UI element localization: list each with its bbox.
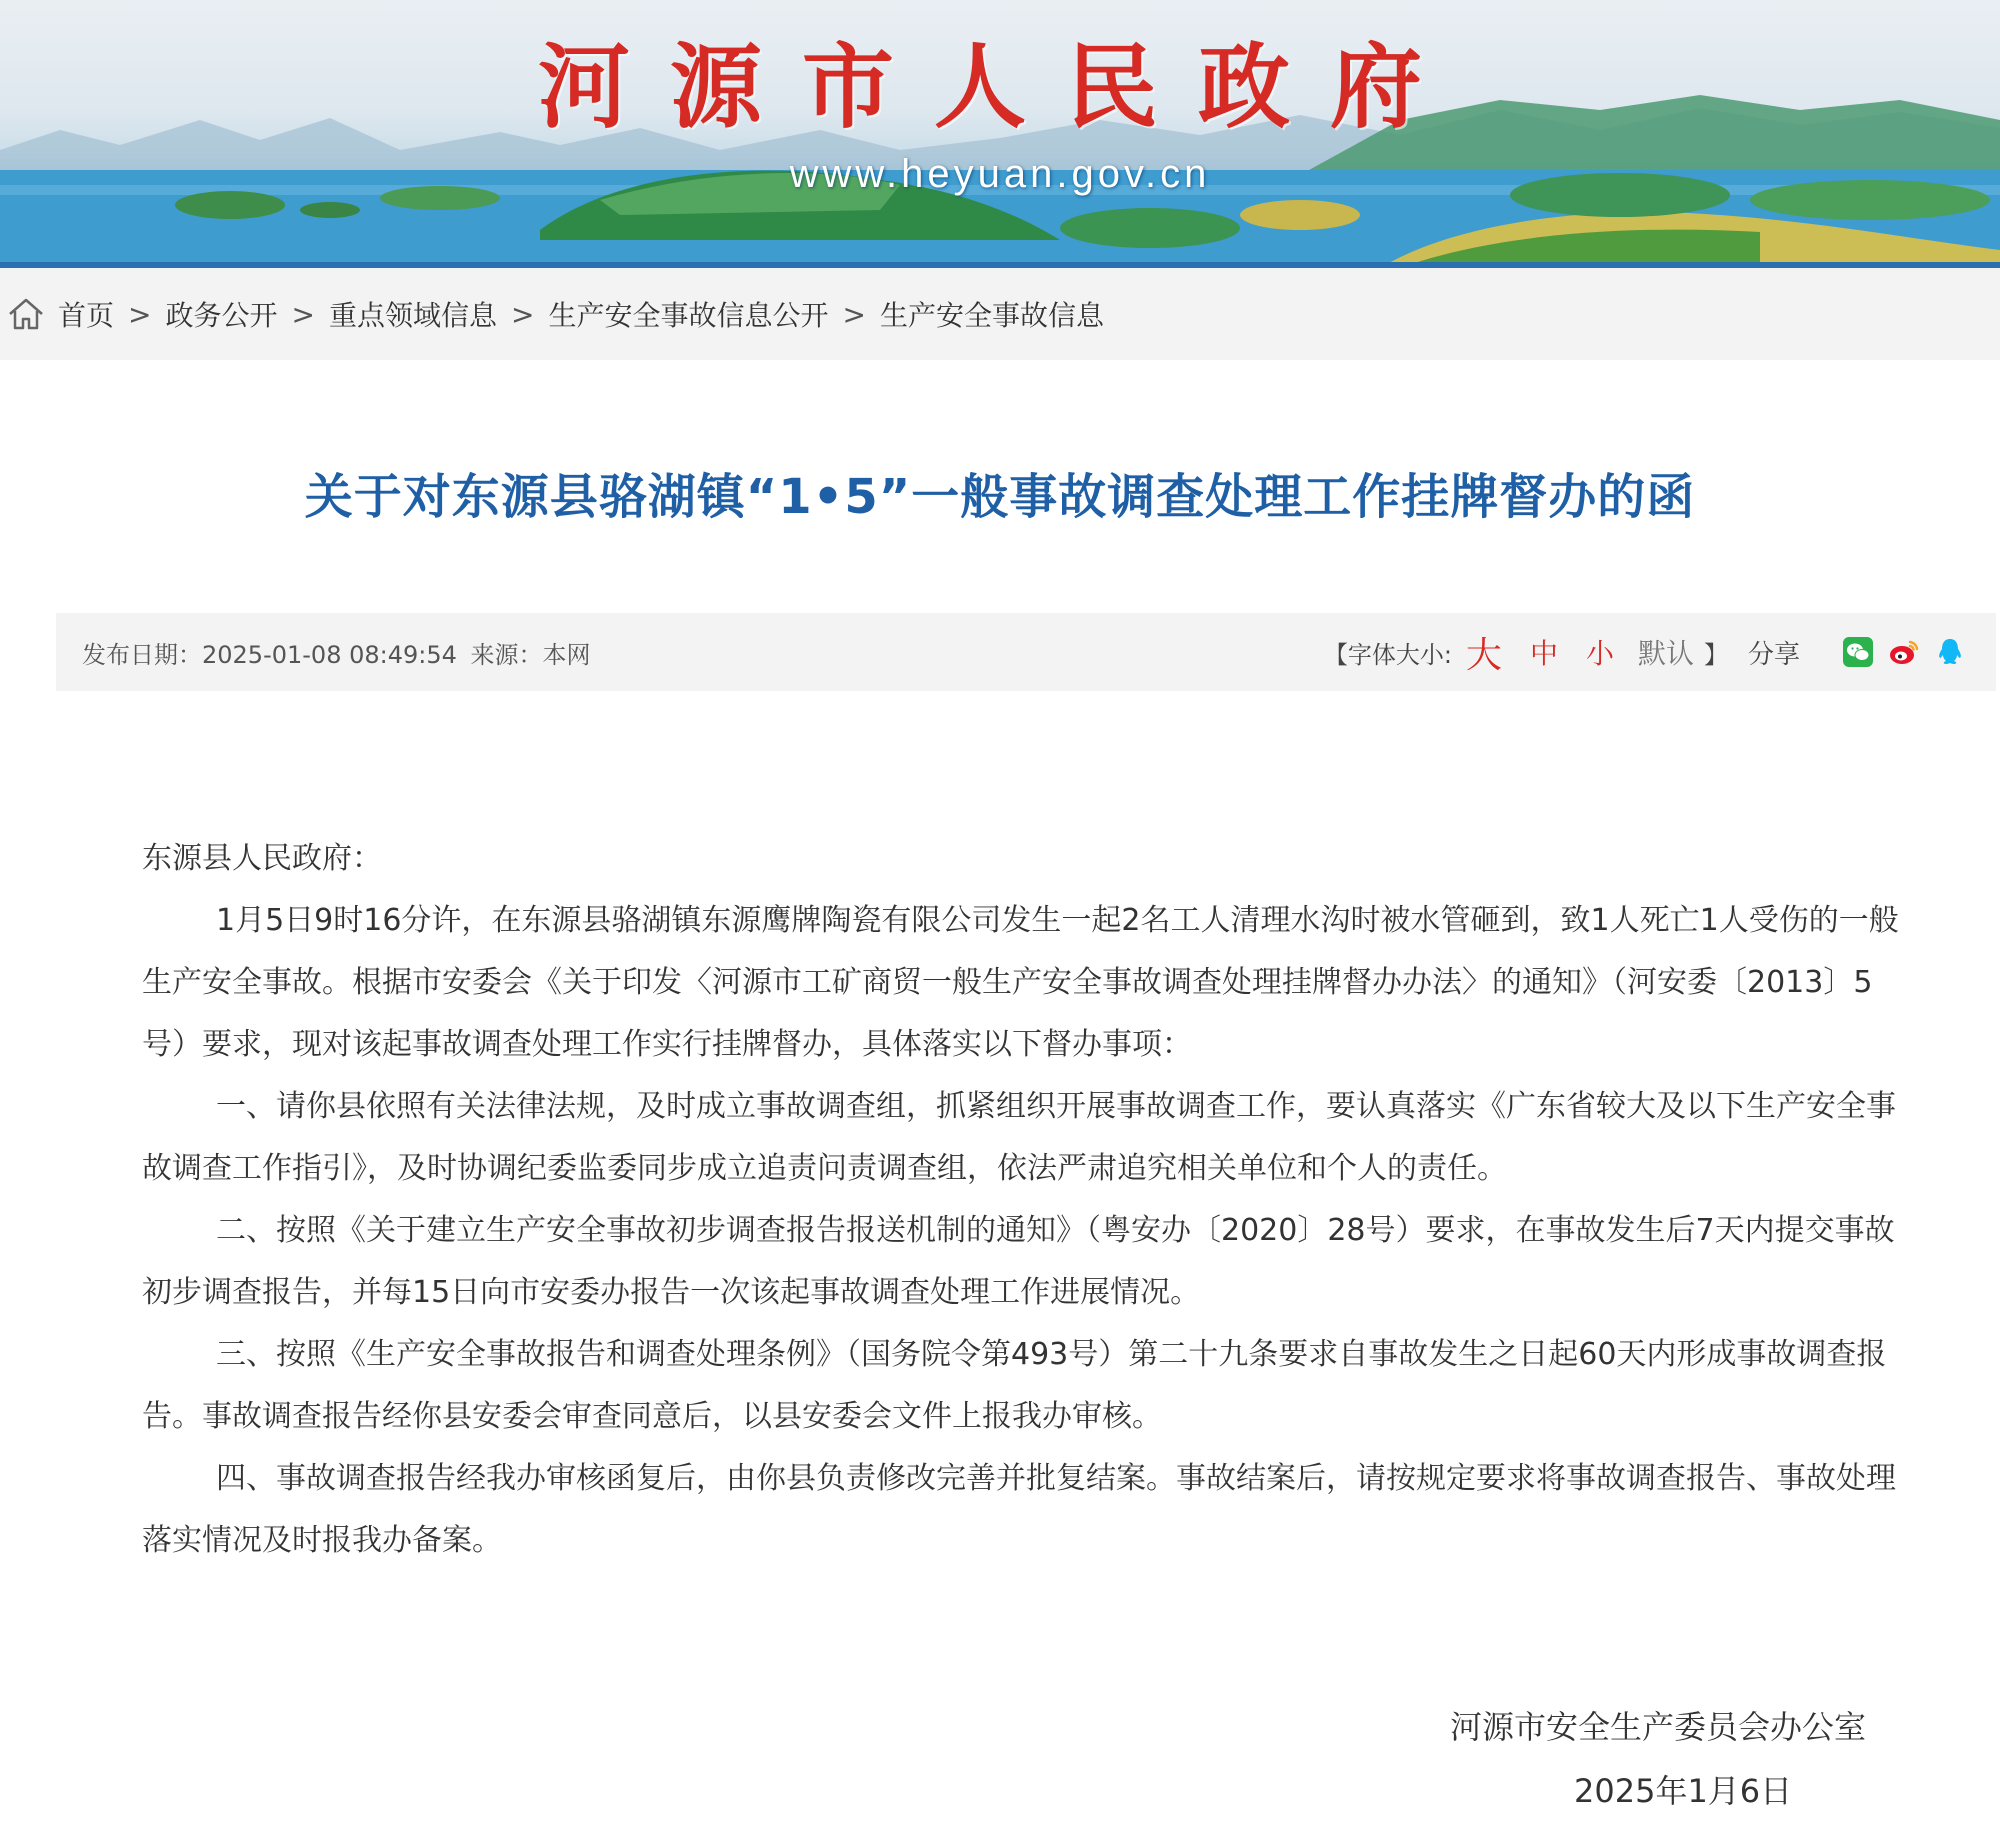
font-size-bracket-close: 】 xyxy=(1703,640,1728,669)
home-icon[interactable] xyxy=(6,294,46,334)
site-banner xyxy=(0,0,2000,268)
salutation: 东源县人民政府： xyxy=(142,841,382,876)
site-url: www.heyuan.gov.cn xyxy=(789,152,1211,196)
breadcrumb-key-areas[interactable]: 重点领域信息 xyxy=(328,299,497,332)
signature-date: 2025年1月6日 xyxy=(1574,1772,1793,1810)
font-size-medium-button[interactable]: 中 xyxy=(1529,637,1558,670)
body-paragraph: 一、请你县依照有关法律法规，及时成立事故调查组，抓紧组织开展事故调查工作，要认真落实《广东省较大及以下生产安全事故调查工作指引》，及时协调纪委监委同步成立追责问责调查组，依法严肃追究相关单位和个人的责任。 xyxy=(142,1089,1896,1186)
breadcrumb-separator: > xyxy=(510,297,535,331)
body-paragraph: 四、事故调查报告经我办审核函复后，由你县负责修改完善并批复结案。事故结案后，请按规定要求将事故调查报告、事故处理落实情况及时报我办备案。 xyxy=(142,1461,1896,1558)
publish-date: 发布日期：2025-01-08 08:49:54 xyxy=(82,640,457,669)
article-meta-bar xyxy=(56,613,1996,691)
publish-source: 来源：本网 xyxy=(470,640,591,669)
font-size-label: 【字体大小: xyxy=(1323,640,1452,669)
share-label: 分享 xyxy=(1747,639,1800,670)
weibo-icon[interactable] xyxy=(1888,636,1920,668)
font-size-small-button[interactable]: 小 xyxy=(1585,637,1614,670)
site-title: 河源市人民政府 xyxy=(537,33,1462,141)
breadcrumb-accident-disclosure[interactable]: 生产安全事故信息公开 xyxy=(548,299,829,332)
breadcrumb-home[interactable]: 首页 xyxy=(58,299,115,332)
font-size-default-button[interactable]: 默认 xyxy=(1637,637,1694,670)
breadcrumb-separator: > xyxy=(128,297,152,331)
font-size-controls xyxy=(1324,627,1966,678)
wechat-icon[interactable] xyxy=(1842,636,1874,668)
article-title: 关于对东源县骆湖镇“1•5”一般事故调查处理工作挂牌督办的函 xyxy=(304,469,1696,525)
breadcrumb-gov-affairs[interactable]: 政务公开 xyxy=(165,299,278,332)
publish-info xyxy=(82,635,597,670)
font-size-large-button[interactable]: 大 xyxy=(1465,634,1502,676)
signature-organization: 河源市安全生产委员会办公室 xyxy=(1450,1708,1867,1746)
body-paragraph: 1月5日9时16分许，在东源县骆湖镇东源鹰牌陶瓷有限公司发生一起2名工人清理水沟时被水管砸到，致1人死亡1人受伤的一般生产安全事故。根据市安委会《关于印发〈河源市工矿商贸一般生产安全事故调查处理挂牌督办办法〉的通知》（河安委〔2013〕5号）要求，现对该起事故调查处理工作实行挂牌督办，具体落实以下督办事项： xyxy=(142,903,1899,1062)
body-paragraph: 三、按照《生产安全事故报告和调查处理条例》（国务院令第493号）第二十九条要求自事故发生之日起60天内形成事故调查报告。事故调查报告经你县安委会审查同意后，以县安委会文件上报我办审核。 xyxy=(142,1337,1887,1434)
article-body xyxy=(142,828,1908,1572)
breadcrumb-accident-info[interactable]: 生产安全事故信息 xyxy=(879,299,1104,332)
breadcrumb-separator: > xyxy=(842,297,866,331)
signature-block xyxy=(1450,1695,1870,1823)
body-paragraph: 二、按照《关于建立生产安全事故初步调查报告报送机制的通知》（粤安办〔2020〕28号）要求，在事故发生后7天内提交事故初步调查报告，并每15日向市安委办报告一次该起事故调查处理工作进展情况。 xyxy=(142,1213,1895,1310)
qq-icon[interactable] xyxy=(1934,636,1966,668)
banner-divider xyxy=(0,262,2000,268)
breadcrumb-separator: > xyxy=(291,297,315,331)
breadcrumb xyxy=(0,268,2000,360)
